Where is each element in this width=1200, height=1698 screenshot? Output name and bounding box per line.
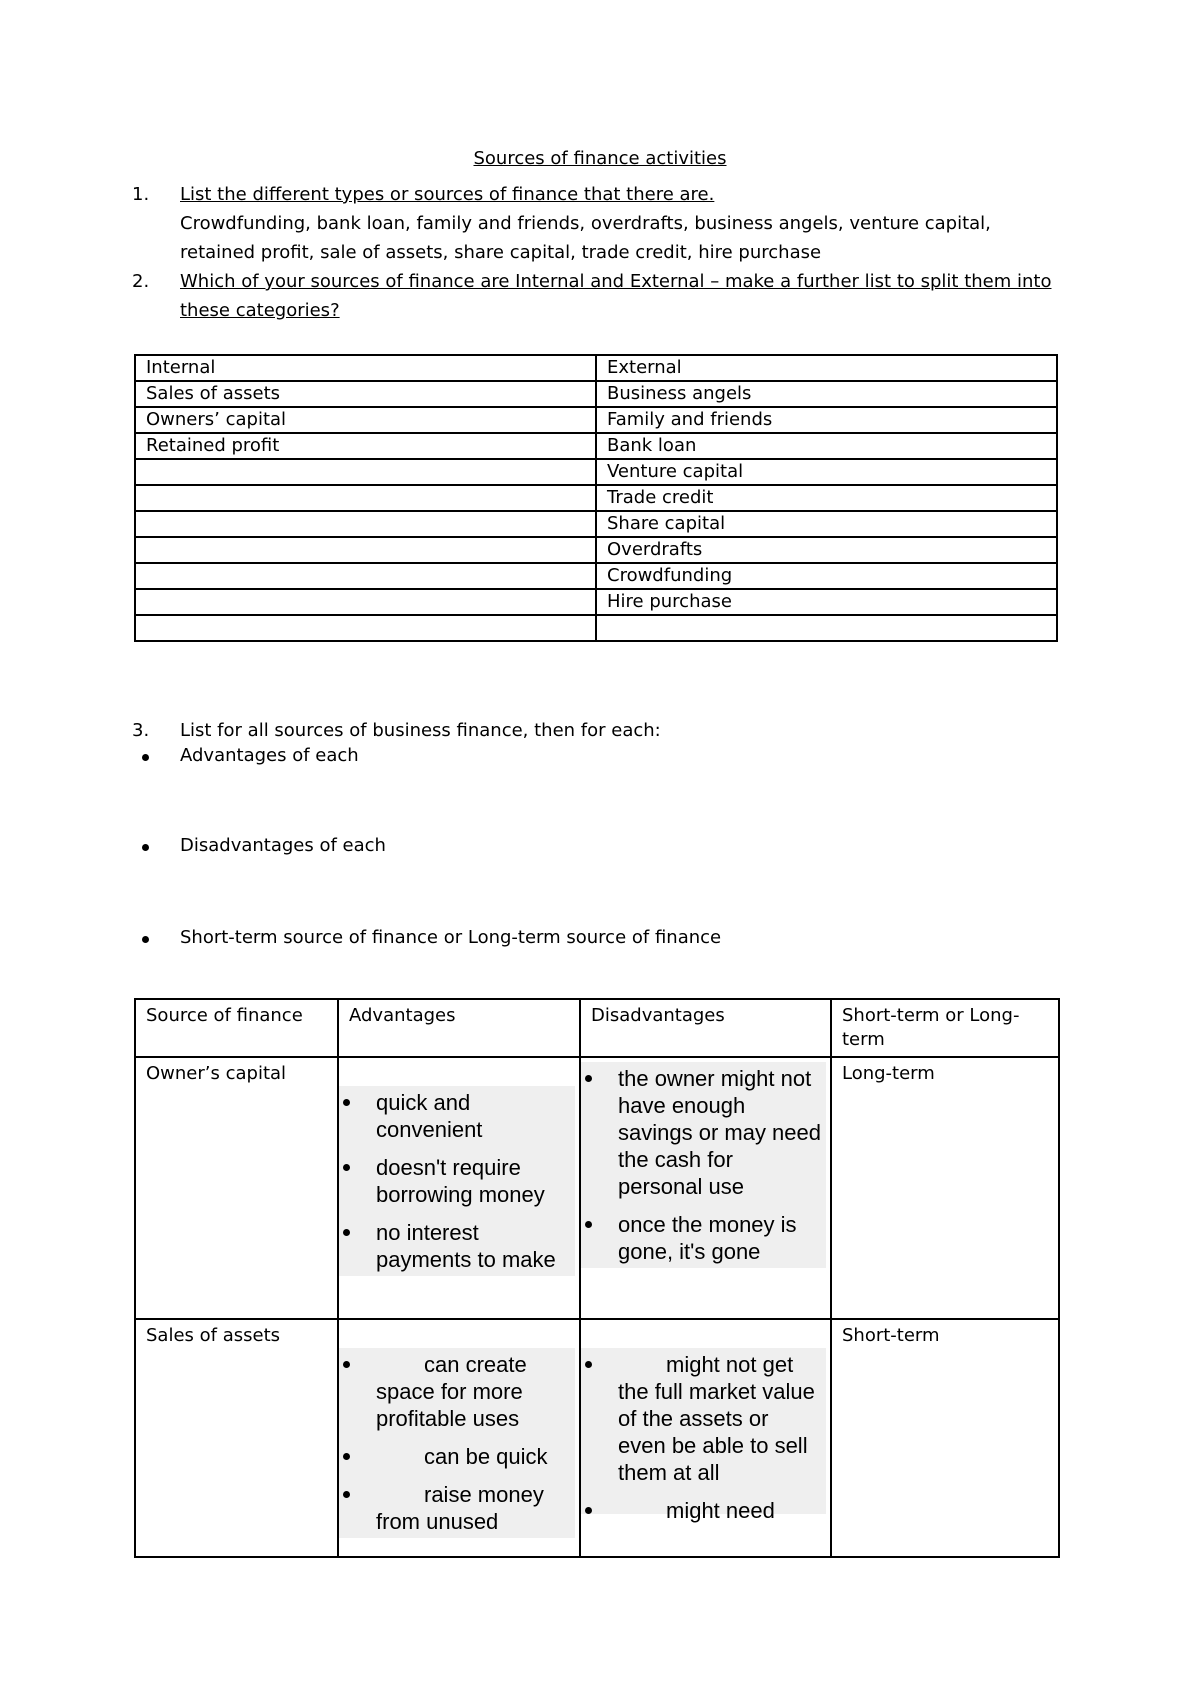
header-source: Source of finance [135,999,338,1057]
table-cell [135,537,596,563]
advantages-box [339,1348,575,1538]
list-item [585,1211,822,1265]
table-cell: Bank loan [596,433,1057,459]
table-cell [135,589,596,615]
bullet-icon [343,1229,350,1236]
list-item [343,1089,571,1143]
table-cell: Owners’ capital [135,407,596,433]
table-row [135,485,1057,511]
question-2-text: Which of your sources of finance are Internal and External – make a further list to split them into these categories? [180,271,1052,321]
table-row [135,407,1057,433]
bullet-icon [343,1491,350,1498]
bullet-icon [343,1099,350,1106]
list-item [180,745,721,835]
question-1-answer: Crowdfunding, bank loan, family and friends, overdrafts, business angels, venture capital, retained profit, sale of assets, share capital, trade credit, hire purchase [180,213,991,263]
advantage-text: can be quick [424,1444,548,1469]
table-cell: Share capital [596,511,1057,537]
finance-sources-table [134,998,1060,1558]
disadvantages-box [581,1062,826,1268]
disadvantages-cell [580,1057,831,1319]
bullet-icon [343,1453,350,1460]
question-3-item [132,716,1060,745]
table-row [135,1057,1059,1319]
disadvantage-text: might not get the full market value of the assets or even be able to sell them at all [618,1352,815,1485]
bullet-text: Disadvantages of each [180,835,386,856]
table-row [135,459,1057,485]
table-row [135,589,1057,615]
header-term: Short-term or Long-term [831,999,1059,1057]
advantage-text: quick and convenient [376,1090,483,1142]
disadvantage-text: once the money is gone, it's gone [618,1212,797,1264]
table-cell: Sales of assets [135,381,596,407]
list-item [585,1497,822,1524]
table-row [135,381,1057,407]
bullet-icon [142,844,149,851]
bullet-icon [585,1221,592,1228]
table-cell: Business angels [596,381,1057,407]
source-cell: Sales of assets [135,1319,338,1557]
advantages-cell [338,1057,580,1319]
table-row [135,537,1057,563]
list-item [180,927,721,948]
bullet-icon [343,1164,350,1171]
list-item [343,1154,571,1208]
disadvantage-text: might need [666,1498,775,1523]
question-3-text: List for all sources of business finance, then for each: [180,720,661,741]
advantage-text: no interest payments to make [376,1220,556,1272]
table-row [135,615,1057,641]
question-number: 3. [132,720,150,741]
list-item [343,1481,571,1535]
bullet-icon [343,1361,350,1368]
table-cell: Family and friends [596,407,1057,433]
question-2 [132,267,1060,325]
bullet-text: Short-term source of finance or Long-term source of finance [180,927,722,948]
table-cell [596,615,1057,641]
disadvantages-box [581,1348,826,1527]
table-cell: Retained profit [135,433,596,459]
advantages-box [339,1086,575,1276]
table-cell: Hire purchase [596,589,1057,615]
advantage-text: raise money from unused [376,1482,544,1534]
list-item [343,1351,571,1432]
disadvantage-text: the owner might not have enough savings or may need the cash for personal use [618,1066,821,1199]
bullet-icon [585,1507,592,1514]
header-advantages: Advantages [338,999,580,1057]
table-row [135,511,1057,537]
header-external: External [596,355,1057,381]
table-cell: Venture capital [596,459,1057,485]
advantage-text: doesn't require borrowing money [376,1155,545,1207]
internal-external-table [134,354,1058,642]
table-cell: Trade credit [596,485,1057,511]
question-1-text: List the different types or sources of finance that there are. [180,184,715,205]
table-row [135,563,1057,589]
disadvantages-cell [580,1319,831,1557]
table-cell [135,563,596,589]
table-row [135,433,1057,459]
table-cell: Crowdfunding [596,563,1057,589]
table-row [135,1319,1059,1557]
bullet-icon [585,1075,592,1082]
bullet-icon [142,936,149,943]
table-header-row [135,355,1057,381]
q3-bullet-list [180,745,721,948]
list-item [180,835,721,927]
advantage-text: can create space for more profitable uses [376,1352,527,1431]
header-disadvantages: Disadvantages [580,999,831,1057]
page-title: Sources of finance activities [473,148,727,169]
bullet-icon [142,754,149,761]
table-cell [135,459,596,485]
table-cell [135,615,596,641]
term-cell: Short-term [831,1319,1059,1557]
table-header-row [135,999,1059,1057]
table-cell [135,485,596,511]
question-number: 1. [132,184,150,205]
question-3 [132,716,1060,745]
list-item [585,1065,822,1200]
header-internal: Internal [135,355,596,381]
question-list [132,180,1060,325]
bullet-text: Advantages of each [180,745,359,766]
bullet-icon [585,1361,592,1368]
term-cell: Long-term [831,1057,1059,1319]
question-number: 2. [132,271,150,292]
list-item [343,1219,571,1273]
advantages-cell [338,1319,580,1557]
question-1 [132,180,1060,267]
table-cell: Overdrafts [596,537,1057,563]
source-cell: Owner’s capital [135,1057,338,1319]
list-item [585,1351,822,1486]
table-cell [135,511,596,537]
list-item [343,1443,571,1470]
